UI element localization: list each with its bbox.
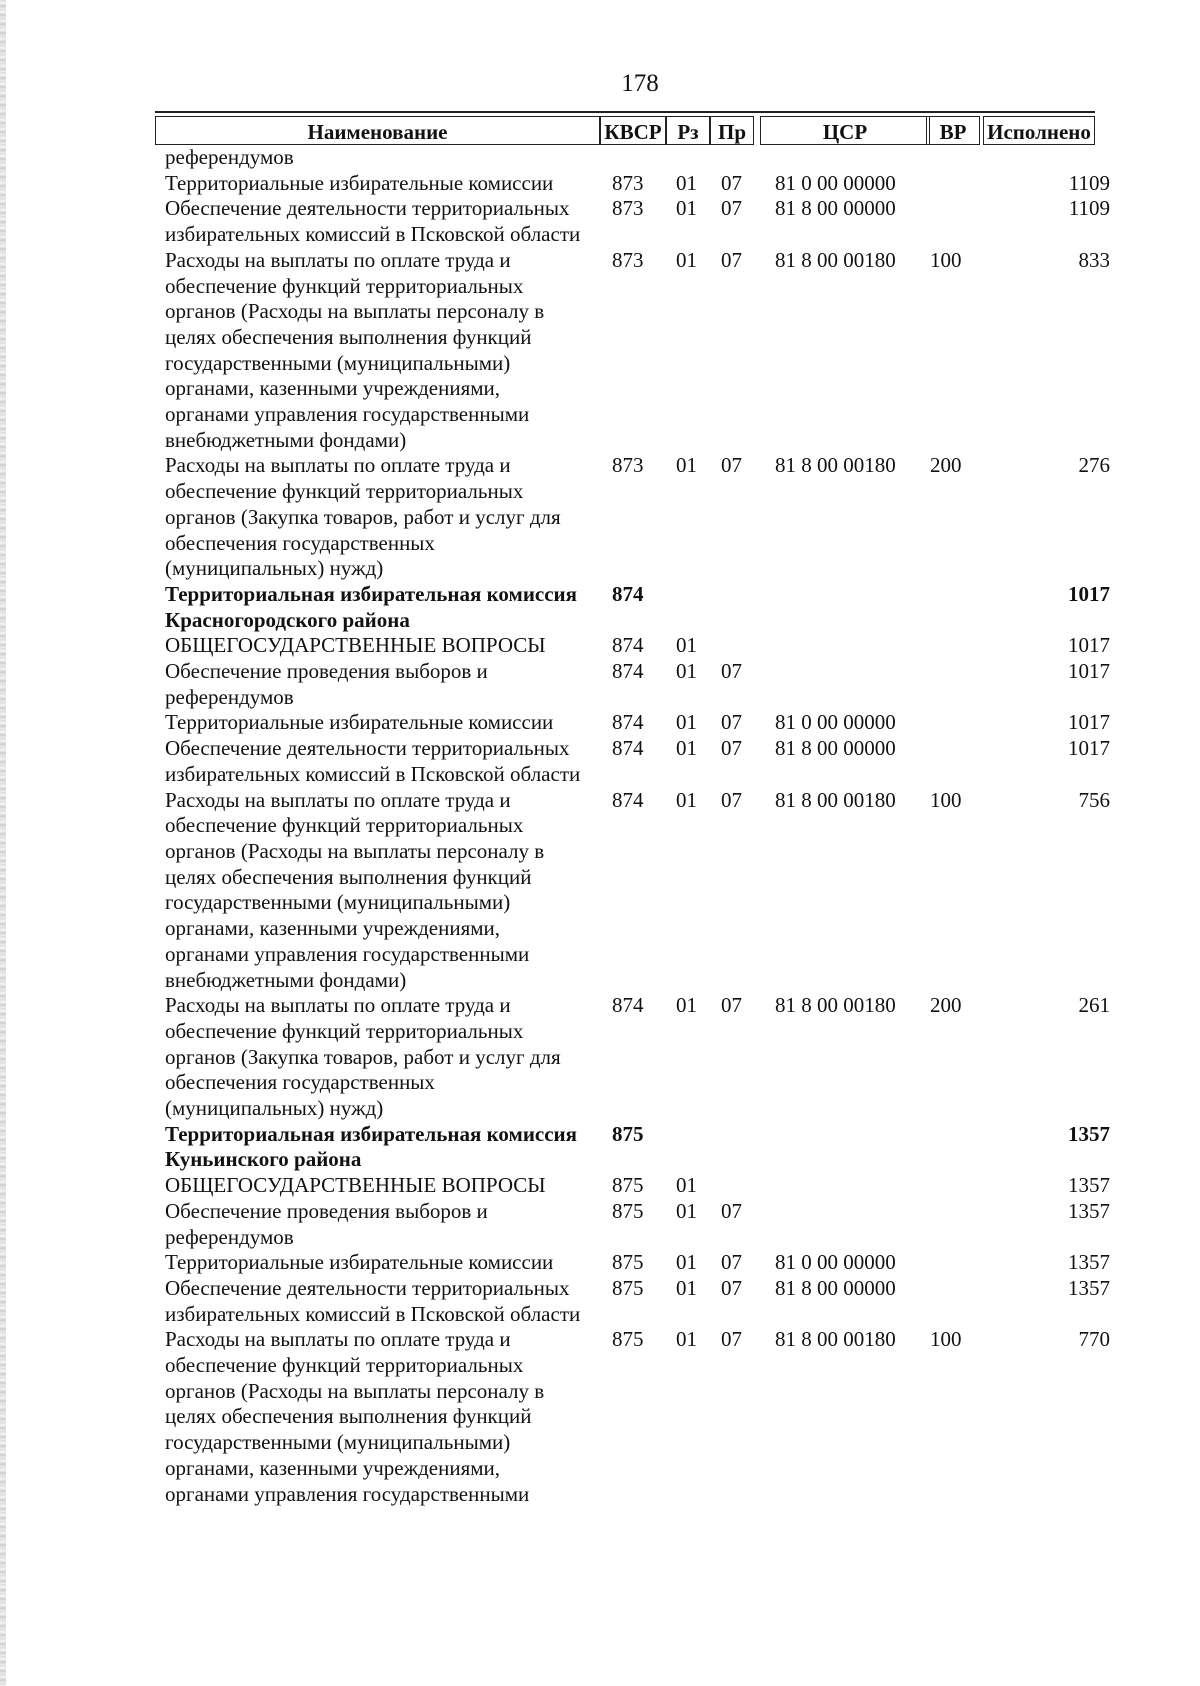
- row-pr: 07: [721, 1250, 742, 1275]
- row-kvsr: 873: [612, 453, 644, 478]
- row-rz: 01: [676, 1327, 697, 1352]
- row-csr: 81 8 00 00000: [775, 196, 896, 221]
- table-row: [0, 1199, 1200, 1250]
- row-executed: 1017: [1068, 710, 1110, 735]
- row-pr: 07: [721, 1327, 742, 1352]
- row-executed: 1357: [1068, 1121, 1110, 1146]
- row-name: Обеспечение проведения выборов и референдумов: [165, 659, 488, 709]
- row-name: Территориальные избирательные комиссии: [165, 710, 554, 735]
- row-rz: 01: [676, 1250, 697, 1275]
- table-row: [0, 993, 1200, 1122]
- row-rz: 01: [676, 196, 697, 221]
- table-row-section: [0, 582, 1200, 633]
- row-vr: 100: [930, 787, 962, 812]
- row-csr: 81 8 00 00180: [775, 247, 896, 272]
- header-pr: Пр: [717, 120, 746, 144]
- row-csr: 81 8 00 00180: [775, 453, 896, 478]
- row-executed: 261: [1078, 993, 1110, 1018]
- row-executed: 1109: [1068, 170, 1110, 195]
- row-executed: 1017: [1068, 736, 1110, 761]
- row-name: ОБЩЕГОСУДАРСТВЕННЫЕ ВОПРОСЫ: [165, 1173, 546, 1198]
- table-row: [0, 736, 1200, 787]
- header-csr: ЦСР: [822, 120, 868, 144]
- table-row: [0, 171, 1200, 197]
- row-name: Обеспечение деятельности территориальных избирательных комиссий в Псковской области: [165, 196, 581, 247]
- row-rz: 01: [676, 633, 697, 658]
- row-rz: 01: [676, 453, 697, 478]
- page-number: 178: [621, 70, 659, 97]
- row-name: референдумов: [165, 145, 294, 169]
- row-vr: 100: [930, 1327, 962, 1352]
- budget-table-body: [0, 145, 1200, 1507]
- row-pr: 07: [721, 736, 742, 761]
- row-kvsr: 875: [612, 1250, 644, 1275]
- header-executed: Исполнено: [987, 120, 1091, 144]
- row-csr: 81 8 00 00180: [775, 1327, 896, 1352]
- header-vr: ВР: [939, 120, 967, 144]
- table-top-rule: [155, 111, 1095, 113]
- row-vr: 200: [930, 453, 962, 478]
- table-row: [0, 1327, 1200, 1507]
- row-pr: 07: [721, 710, 742, 735]
- header-name: Наименование: [307, 120, 448, 144]
- row-name: Расходы на выплаты по оплате труда и обеспечение функций территориальных органов (Расходы на выплаты персоналу в целях обеспечения выполнения функций государственными (муниципальными) органами, казенными учреждениями, органами управления государственными внебюджетными фондами): [165, 247, 545, 452]
- row-pr: 07: [721, 247, 742, 272]
- row-kvsr: 875: [612, 1327, 644, 1352]
- row-executed: 1109: [1068, 196, 1110, 221]
- table-row: [0, 1173, 1200, 1199]
- row-pr: 07: [721, 453, 742, 478]
- row-kvsr: 874: [612, 736, 644, 761]
- row-kvsr: 874: [612, 787, 644, 812]
- row-pr: 07: [721, 196, 742, 221]
- row-executed: 833: [1078, 247, 1110, 272]
- row-kvsr: 874: [612, 633, 644, 658]
- row-kvsr: 874: [612, 710, 644, 735]
- row-pr: 07: [721, 659, 742, 684]
- row-pr: 07: [721, 1198, 742, 1223]
- row-csr: 81 8 00 00180: [775, 787, 896, 812]
- row-rz: 01: [676, 1275, 697, 1300]
- header-kvsr: КВСР: [604, 120, 662, 144]
- row-name: Территориальная избирательная комиссия Куньинского района: [165, 1121, 578, 1172]
- row-executed: 1357: [1068, 1275, 1110, 1300]
- table-row: [0, 788, 1200, 994]
- row-name: Обеспечение проведения выборов и референдумов: [165, 1198, 488, 1249]
- row-executed: 756: [1078, 787, 1110, 812]
- row-pr: 07: [721, 1275, 742, 1300]
- row-name: Расходы на выплаты по оплате труда и обеспечение функций территориальных органов (Расходы на выплаты персоналу в целях обеспечения выполнения функций государственными (муниципальными) органами, казенными учреждениями, органами управления государственными: [165, 1327, 545, 1506]
- row-rz: 01: [676, 659, 697, 684]
- row-kvsr: 873: [612, 170, 644, 195]
- row-kvsr: 873: [612, 247, 644, 272]
- table-row: [0, 710, 1200, 736]
- row-name: Территориальные избирательные комиссии: [165, 170, 554, 195]
- row-name: Расходы на выплаты по оплате труда и обеспечение функций территориальных органов (Расходы на выплаты персоналу в целях обеспечения выполнения функций государственными (муниципальными) органами, казенными учреждениями, органами управления государственными внебюджетными фондами): [165, 787, 545, 992]
- table-row: [0, 196, 1200, 247]
- row-pr: 07: [721, 993, 742, 1018]
- row-name: Обеспечение деятельности территориальных избирательных комиссий в Псковской области: [165, 736, 581, 786]
- table-row: [0, 1250, 1200, 1276]
- row-executed: 1357: [1068, 1173, 1110, 1198]
- row-executed: 276: [1078, 453, 1110, 478]
- row-vr: 200: [930, 993, 962, 1018]
- table-row: [0, 453, 1200, 582]
- table-row: [0, 659, 1200, 710]
- row-rz: 01: [676, 170, 697, 195]
- row-kvsr: 875: [612, 1198, 644, 1223]
- row-executed: 770: [1078, 1327, 1110, 1352]
- table-row: [0, 248, 1200, 454]
- row-rz: 01: [676, 1198, 697, 1223]
- row-kvsr: 874: [612, 993, 644, 1018]
- table-row: [0, 633, 1200, 659]
- row-rz: 01: [676, 787, 697, 812]
- table-row-section: [0, 1122, 1200, 1173]
- row-csr: 81 0 00 00000: [775, 1250, 896, 1275]
- row-kvsr: 874: [612, 581, 644, 606]
- row-name: Территориальная избирательная комиссия Красногородского района: [165, 581, 578, 632]
- row-kvsr: 873: [612, 196, 644, 221]
- row-kvsr: 875: [612, 1275, 644, 1300]
- row-pr: 07: [721, 787, 742, 812]
- row-name: Расходы на выплаты по оплате труда и обеспечение функций территориальных органов (Закупка товаров, работ и услуг для обеспечения государственных (муниципальных) нужд): [165, 453, 561, 581]
- table-row: [0, 145, 1200, 171]
- row-vr: 100: [930, 247, 962, 272]
- row-name: ОБЩЕГОСУДАРСТВЕННЫЕ ВОПРОСЫ: [165, 633, 546, 658]
- row-kvsr: 875: [612, 1121, 644, 1146]
- row-rz: 01: [676, 736, 697, 761]
- row-pr: 07: [721, 170, 742, 195]
- row-rz: 01: [676, 247, 697, 272]
- row-kvsr: 875: [612, 1173, 644, 1198]
- row-name: Территориальные избирательные комиссии: [165, 1250, 554, 1275]
- row-csr: 81 0 00 00000: [775, 710, 896, 735]
- row-csr: 81 8 00 00180: [775, 993, 896, 1018]
- row-executed: 1017: [1068, 633, 1110, 658]
- row-executed: 1017: [1068, 581, 1110, 606]
- table-row: [0, 1276, 1200, 1327]
- row-executed: 1357: [1068, 1198, 1110, 1223]
- row-kvsr: 874: [612, 659, 644, 684]
- row-csr: 81 0 00 00000: [775, 170, 896, 195]
- row-name: Обеспечение деятельности территориальных избирательных комиссий в Псковской области: [165, 1275, 581, 1326]
- row-csr: 81 8 00 00000: [775, 736, 896, 761]
- row-executed: 1017: [1068, 659, 1110, 684]
- row-rz: 01: [676, 1173, 697, 1198]
- row-rz: 01: [676, 993, 697, 1018]
- row-name: Расходы на выплаты по оплате труда и обеспечение функций территориальных органов (Закупка товаров, работ и услуг для обеспечения государственных (муниципальных) нужд): [165, 993, 561, 1121]
- row-rz: 01: [676, 710, 697, 735]
- row-csr: 81 8 00 00000: [775, 1275, 896, 1300]
- header-rz: Рз: [677, 120, 699, 144]
- row-executed: 1357: [1068, 1250, 1110, 1275]
